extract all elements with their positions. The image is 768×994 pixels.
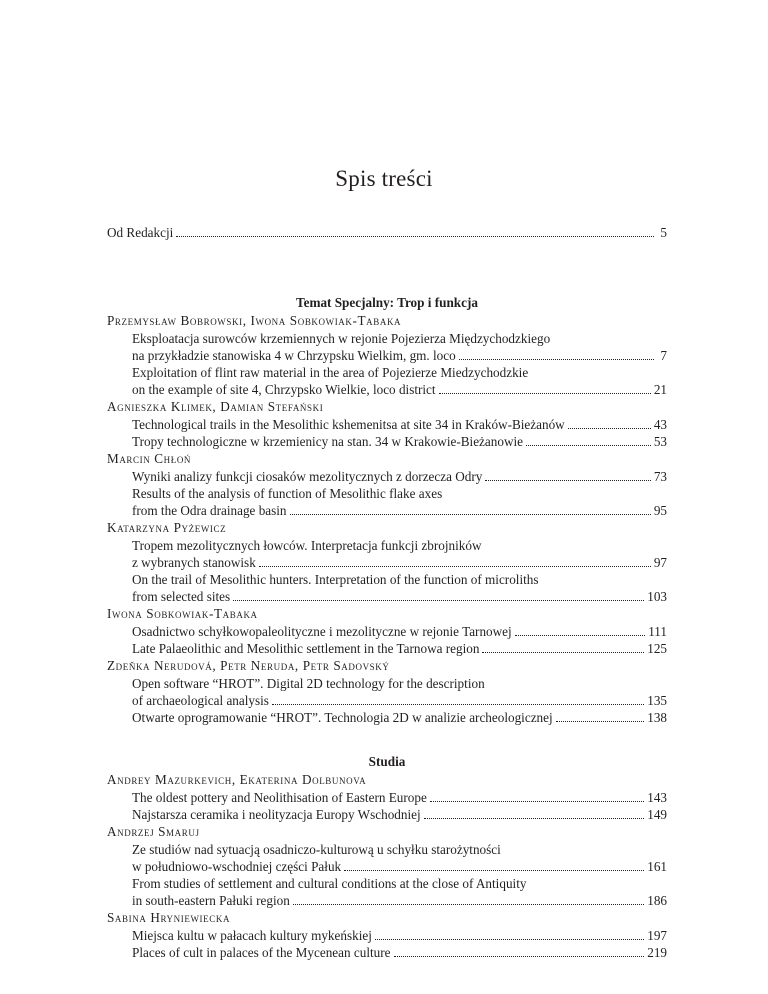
- toc-entry-row: [107, 502, 667, 519]
- dot-leader: [176, 224, 654, 237]
- toc-entry-row: [107, 416, 667, 433]
- toc-entry-row: [107, 433, 667, 450]
- author-names: Andrzej Smaruj: [107, 824, 200, 839]
- toc-entry-row: [107, 927, 667, 944]
- dot-leader: [568, 416, 651, 429]
- toc-entry-row: [107, 789, 667, 806]
- dot-leader: [233, 588, 644, 601]
- toc-entry-page: 21: [653, 382, 667, 397]
- toc-entry[interactable]: [107, 875, 667, 909]
- toc-entry-row: [107, 640, 667, 657]
- author-group: [107, 823, 667, 909]
- dot-leader: [459, 347, 654, 360]
- author-names: Sabina Hryniewiecka: [107, 910, 231, 925]
- toc-entry-page: 111: [648, 624, 667, 639]
- toc-entry-title-line: na przykładzie stanowiska 4 w Chrzypsku Wielkim, gm. loco: [132, 348, 456, 363]
- toc-entry-page: 5: [660, 225, 667, 240]
- toc-entry[interactable]: [107, 806, 667, 823]
- author-names: Marcin Chłoń: [107, 451, 192, 466]
- toc-entry-page: 138: [647, 710, 667, 725]
- dot-leader: [375, 927, 644, 940]
- author-names: Agnieszka Klimek, Damian Stefański: [107, 399, 324, 414]
- toc-entry-row: [107, 944, 667, 961]
- toc-entry-title-line: from selected sites: [132, 589, 231, 604]
- toc-entry[interactable]: [107, 841, 667, 875]
- dot-leader: [430, 789, 644, 802]
- toc-entry-title-line: Results of the analysis of function of Mesolithic flake axes: [132, 486, 443, 501]
- toc-entry-page: 186: [647, 893, 667, 908]
- dot-leader: [344, 858, 644, 871]
- dot-leader: [272, 692, 644, 705]
- section-heading: Temat Specjalny: Trop i funkcja: [296, 295, 478, 310]
- page-title: Spis treści: [335, 166, 433, 191]
- toc-entry-page: 43: [653, 417, 667, 432]
- author-names: Iwona Sobkowiak-Tabaka: [107, 606, 258, 621]
- toc-entry[interactable]: [107, 485, 667, 519]
- toc-entry-title-line: in south-eastern Pałuki region: [132, 893, 290, 908]
- toc-entry[interactable]: [107, 927, 667, 944]
- toc-entry-page: 53: [653, 434, 667, 449]
- toc-entry-row: [107, 806, 667, 823]
- toc-entry[interactable]: [107, 433, 667, 450]
- toc-entry-page: 103: [647, 589, 667, 604]
- toc-entry[interactable]: [107, 709, 667, 726]
- dot-leader: [482, 640, 644, 653]
- toc-entry-page: 149: [647, 807, 667, 822]
- toc-entry-row: [107, 892, 667, 909]
- toc-entry-title-line: Najstarsza ceramika i neolityzacja Europy Wschodniej: [132, 807, 421, 822]
- toc-entry[interactable]: [107, 330, 667, 364]
- toc-entry-title-line: Open software “HROT”. Digital 2D technology for the description: [132, 676, 485, 691]
- toc-sections: [107, 294, 667, 961]
- toc-entry-row: [107, 692, 667, 709]
- toc-entry-page: 219: [647, 945, 667, 960]
- toc-entry[interactable]: [107, 537, 667, 571]
- toc-entry-page: 95: [653, 503, 667, 518]
- dot-leader: [259, 554, 651, 567]
- toc-entry[interactable]: [107, 789, 667, 806]
- toc-entry[interactable]: [107, 571, 667, 605]
- author-names: Andrey Mazurkevich, Ekaterina Dolbunova: [107, 772, 367, 787]
- toc-entry-title-line: Exploitation of flint raw material in the area of Pojezierze Miedzychodzkie: [132, 365, 529, 380]
- author-group: [107, 398, 667, 450]
- toc-entry-title-line: of archaeological analysis: [132, 693, 269, 708]
- dot-leader: [485, 468, 650, 481]
- toc-entry-title-line: The oldest pottery and Neolithisation of Eastern Europe: [132, 790, 427, 805]
- toc-entry-page: 7: [660, 348, 667, 363]
- author-names: Katarzyna Pyżewicz: [107, 520, 227, 535]
- toc-entry-title-line: from the Odra drainage basin: [132, 503, 287, 518]
- toc-entry-title-line: Osadnictwo schyłkowopaleolityczne i mezolityczne w rejonie Tarnowej: [132, 624, 512, 639]
- author-group: [107, 519, 667, 605]
- toc-entry-row: [107, 554, 667, 571]
- toc-entry-row: [107, 588, 667, 605]
- toc-entry-intro[interactable]: [107, 224, 667, 241]
- author-group: [107, 909, 667, 961]
- toc-entry-row: [107, 468, 667, 485]
- dot-leader: [439, 381, 651, 394]
- toc-entry-title-line: From studies of settlement and cultural conditions at the close of Antiquity: [132, 876, 527, 891]
- toc-entry-title-line: Eksploatacja surowców krzemiennych w rejonie Pojezierza Międzychodzkiego: [132, 331, 551, 346]
- toc-entry[interactable]: [107, 468, 667, 485]
- toc-entry[interactable]: [107, 675, 667, 709]
- toc-entry-row: [107, 858, 667, 875]
- author-names: Zdeňka Nerudová, Petr Neruda, Petr Sadovský: [107, 658, 390, 673]
- toc-entry-page: 125: [647, 641, 667, 656]
- toc-entry[interactable]: [107, 944, 667, 961]
- toc-entry[interactable]: [107, 623, 667, 640]
- toc-entry-title-line: Tropy technologiczne w krzemienicy na stan. 34 w Krakowie-Bieżanowie: [132, 434, 523, 449]
- toc-entry-title-line: Miejsca kultu w pałacach kultury mykeńskiej: [132, 928, 372, 943]
- toc-entry-page: 97: [653, 555, 667, 570]
- toc-entry-row: [107, 623, 667, 640]
- toc-entry-title-line: Tropem mezolitycznych łowców. Interpretacja funkcji zbrojników: [132, 538, 482, 553]
- toc-entry-page: 197: [647, 928, 667, 943]
- dot-leader: [293, 892, 644, 905]
- toc-entry-page: 135: [647, 693, 667, 708]
- author-group: [107, 450, 667, 519]
- toc-entry-page: 161: [647, 859, 667, 874]
- toc-entry-title-line: w południowo-wschodniej części Pałuk: [132, 859, 342, 874]
- dot-leader: [290, 502, 651, 515]
- toc-entry-title-line: on the example of site 4, Chrzypsko Wielkie, loco district: [132, 382, 436, 397]
- toc-entry-title-line: Wyniki analizy funkcji ciosaków mezolitycznych z dorzecza Odry: [132, 469, 483, 484]
- toc-entry-title-line: On the trail of Mesolithic hunters. Interpretation of the function of microliths: [132, 572, 539, 587]
- toc-entry-title-line: Places of cult in palaces of the Mycenean culture: [132, 945, 391, 960]
- toc-entry-title-line: z wybranych stanowisk: [132, 555, 256, 570]
- section-heading: Studia: [368, 754, 406, 769]
- toc-entry[interactable]: [107, 640, 667, 657]
- toc-entry-title-line: Otwarte oprogramowanie “HROT”. Technologia 2D w analizie archeologicznej: [132, 710, 553, 725]
- author-group: [107, 771, 667, 823]
- author-group: [107, 605, 667, 657]
- author-group: [107, 312, 667, 398]
- dot-leader: [394, 944, 645, 957]
- dot-leader: [515, 623, 646, 636]
- dot-leader: [556, 709, 645, 722]
- toc-entry[interactable]: [107, 416, 667, 433]
- author-group: [107, 657, 667, 726]
- toc-entry-page: 73: [653, 469, 667, 484]
- dot-leader: [424, 806, 645, 819]
- toc-entry-title-line: Ze studiów nad sytuacją osadniczo-kulturową u schyłku starożytności: [132, 842, 501, 857]
- toc-entry-row: [107, 709, 667, 726]
- toc-entry-row: [107, 347, 667, 364]
- toc-entry-row: [107, 381, 667, 398]
- toc-entry-title: Od Redakcji: [107, 225, 174, 240]
- toc-entry[interactable]: [107, 364, 667, 398]
- table-of-contents: [107, 224, 667, 961]
- toc-entry-page: 143: [647, 790, 667, 805]
- dot-leader: [526, 433, 651, 446]
- toc-entry-title-line: Late Palaeolithic and Mesolithic settlement in the Tarnowa region: [132, 641, 480, 656]
- author-names: Przemysław Bobrowski, Iwona Sobkowiak-Tabaka: [107, 313, 402, 328]
- toc-entry-title-line: Technological trails in the Mesolithic kshemenitsa at site 34 in Kraków-Bieżanów: [132, 417, 565, 432]
